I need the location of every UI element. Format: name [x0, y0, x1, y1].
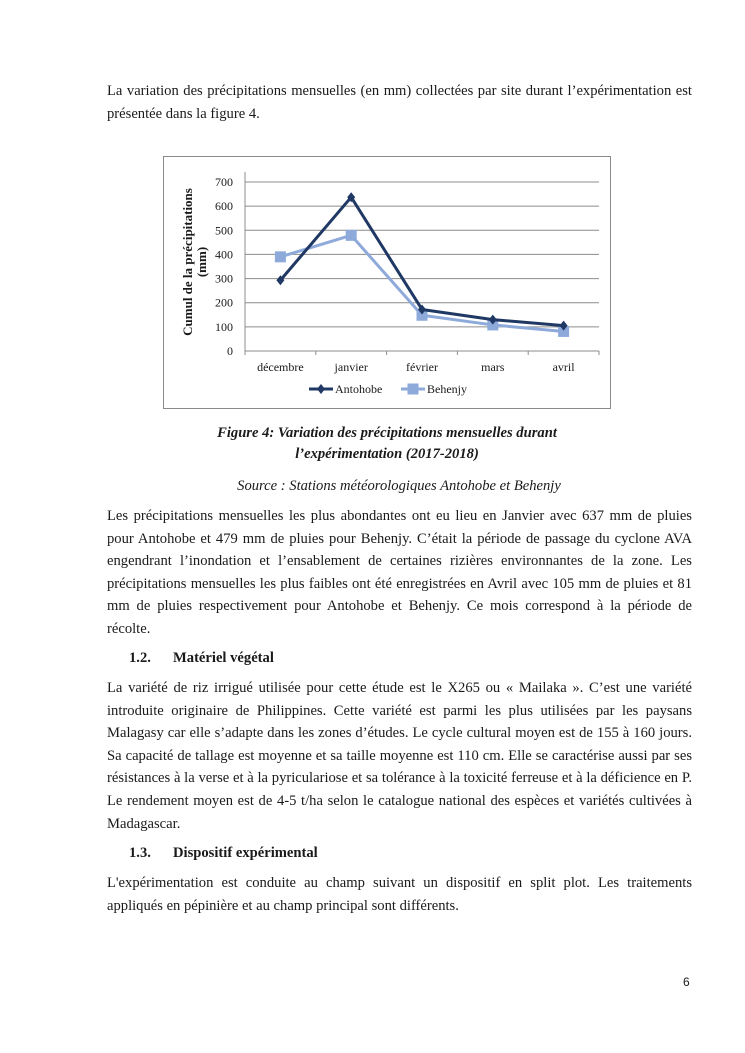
section-title: Matériel végétal	[173, 650, 274, 666]
svg-text:janvier: janvier	[334, 360, 368, 374]
section-1-2-paragraph: La variété de riz irrigué utilisée pour cette étude est le X265 ou « Mailaka ». C’est une variété introduite originaire de Philippines. Cette variété est parmi les plus utilisées par les paysans Malagasy car elle s’adapte dans les zones d’études. Le cycle cultural moyen est de 155 à 160 jours. Sa capacité de tallage est moyenne et sa taille moyenne est 110 cm. Elle se caractérise aussi par ses résistances à la verse et à la pyriculariose et sa tolérance à la toxicité ferreuse et à la déficience en P. Le rendement moyen est de 4-5 t/ha selon le catalogue national des espèces et variétés cultivées à Madagascar.	[107, 680, 692, 832]
svg-text:mars: mars	[481, 360, 505, 374]
svg-text:300: 300	[215, 271, 233, 286]
svg-text:400: 400	[215, 247, 233, 262]
section-1-3-paragraph: L'expérimentation est conduite au champ suivant un dispositif en split plot. Les traitements appliqués en pépinière et au champ principal sont différents.	[107, 875, 692, 914]
section-heading-1-2	[129, 650, 274, 667]
section-heading-1-3	[129, 845, 318, 862]
section-number: 1.2.	[129, 650, 151, 666]
page-number: 6	[683, 975, 690, 989]
svg-text:février: février	[406, 360, 438, 374]
svg-text:décembre: décembre	[257, 360, 304, 374]
line-chart	[164, 157, 610, 408]
chart-legend	[309, 382, 467, 396]
figure-caption-line2: l’expérimentation (2017-2018)	[295, 446, 479, 462]
x-axis	[245, 172, 599, 374]
svg-text:Behenjy: Behenjy	[427, 382, 467, 396]
section-title: Dispositif expérimental	[173, 845, 318, 861]
intro-paragraph: La variation des précipitations mensuelles (en mm) collectées par site durant l’expérimentation est présentée dans la figure 4.	[107, 83, 692, 122]
svg-text:avril: avril	[552, 360, 575, 374]
figure-caption	[200, 423, 574, 465]
y-axis-ticks	[215, 175, 233, 358]
figure-source: Source : Stations météorologiques Antohobe et Behenjy	[237, 478, 561, 494]
svg-text:Antohobe: Antohobe	[335, 382, 383, 396]
figure-caption-line1: Figure 4: Variation des précipitations mensuelles durant	[217, 425, 557, 441]
svg-text:Cumul de la précipitations: Cumul de la précipitations	[180, 188, 195, 336]
svg-text:200: 200	[215, 295, 233, 310]
svg-text:500: 500	[215, 223, 233, 238]
svg-text:0: 0	[227, 344, 233, 358]
svg-text:100: 100	[215, 319, 233, 334]
svg-text:600: 600	[215, 199, 233, 214]
svg-text:700: 700	[215, 175, 233, 189]
section-number: 1.3.	[129, 845, 151, 861]
figure-chart-frame	[163, 156, 611, 409]
results-paragraph: Les précipitations mensuelles les plus abondantes ont eu lieu en Janvier avec 637 mm de pluies pour Antohobe et 479 mm de pluies pour Behenjy. C’était la période de passage du cyclone AVA engendrant l’inondation et l’ensablement de certaines rizières environnantes de la zone. Les précipitations mensuelles les plus faibles ont été enregistrées en Avril avec 105 mm de pluies et 81 mm de pluies respectivement pour Antohobe et Behenjy. Ce mois correspond à la période de récolte.	[107, 508, 692, 637]
svg-text:(mm): (mm)	[194, 246, 209, 278]
y-axis-label	[180, 188, 209, 336]
data-series	[275, 192, 569, 337]
